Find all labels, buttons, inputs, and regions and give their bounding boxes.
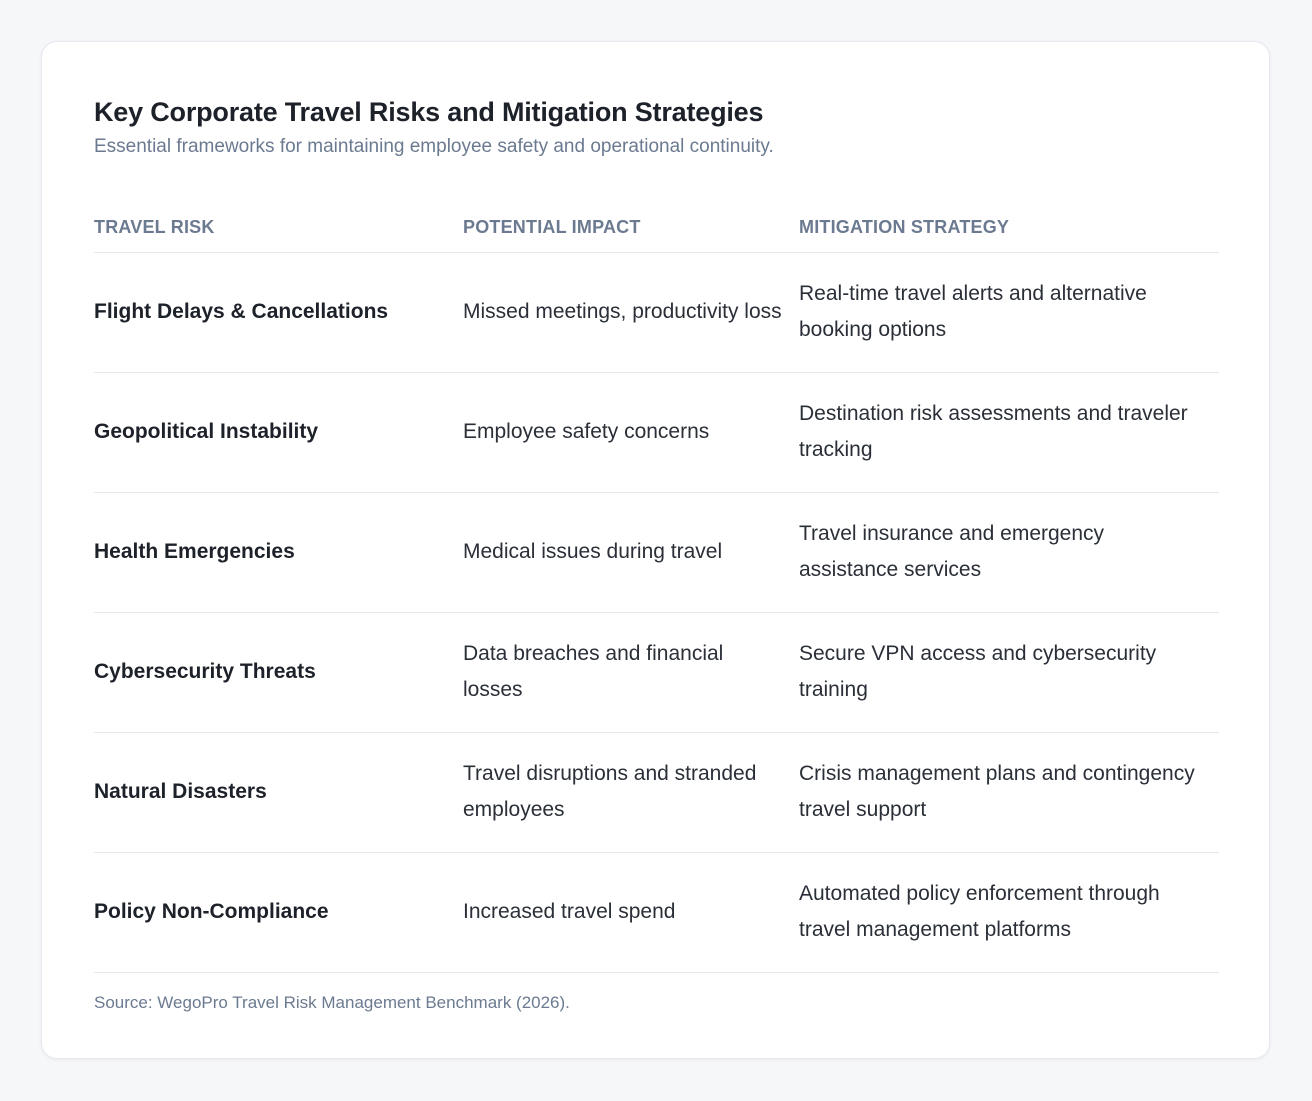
risk-cell: Cybersecurity Threats bbox=[94, 612, 463, 732]
mitigation-cell: Travel insurance and emergency assistance services bbox=[799, 492, 1219, 612]
column-header-impact: POTENTIAL IMPACT bbox=[463, 190, 799, 252]
mitigation-cell: Destination risk assessments and traveler tracking bbox=[799, 372, 1219, 492]
table-row bbox=[94, 252, 1219, 372]
table-row bbox=[94, 852, 1219, 972]
mitigation-cell: Secure VPN access and cybersecurity training bbox=[799, 612, 1219, 732]
table-row bbox=[94, 492, 1219, 612]
risk-cell: Health Emergencies bbox=[94, 492, 463, 612]
impact-cell: Medical issues during travel bbox=[463, 492, 799, 612]
table-header-row bbox=[94, 190, 1219, 252]
table-row bbox=[94, 372, 1219, 492]
risk-table bbox=[94, 190, 1219, 973]
mitigation-cell: Real-time travel alerts and alternative booking options bbox=[799, 252, 1219, 372]
column-header-risk: TRAVEL RISK bbox=[94, 190, 463, 252]
page-title: Key Corporate Travel Risks and Mitigation Strategies bbox=[94, 97, 764, 127]
card-body bbox=[94, 94, 1219, 1015]
page-subtitle: Essential frameworks for maintaining employee safety and operational continuity. bbox=[94, 136, 774, 157]
content-card bbox=[41, 41, 1270, 1059]
source-note: Source: WegoPro Travel Risk Management Benchmark (2026). bbox=[94, 992, 570, 1012]
impact-cell: Travel disruptions and stranded employees bbox=[463, 732, 799, 852]
impact-cell: Employee safety concerns bbox=[463, 372, 799, 492]
impact-cell: Missed meetings, productivity loss bbox=[463, 252, 799, 372]
table-row bbox=[94, 612, 1219, 732]
table-row bbox=[94, 732, 1219, 852]
risk-cell: Natural Disasters bbox=[94, 732, 463, 852]
mitigation-cell: Automated policy enforcement through travel management platforms bbox=[799, 852, 1219, 972]
mitigation-cell: Crisis management plans and contingency travel support bbox=[799, 732, 1219, 852]
impact-cell: Data breaches and financial losses bbox=[463, 612, 799, 732]
risk-cell: Policy Non-Compliance bbox=[94, 852, 463, 972]
impact-cell: Increased travel spend bbox=[463, 852, 799, 972]
column-header-mitigation: MITIGATION STRATEGY bbox=[799, 190, 1219, 252]
risk-cell: Geopolitical Instability bbox=[94, 372, 463, 492]
risk-cell: Flight Delays & Cancellations bbox=[94, 252, 463, 372]
